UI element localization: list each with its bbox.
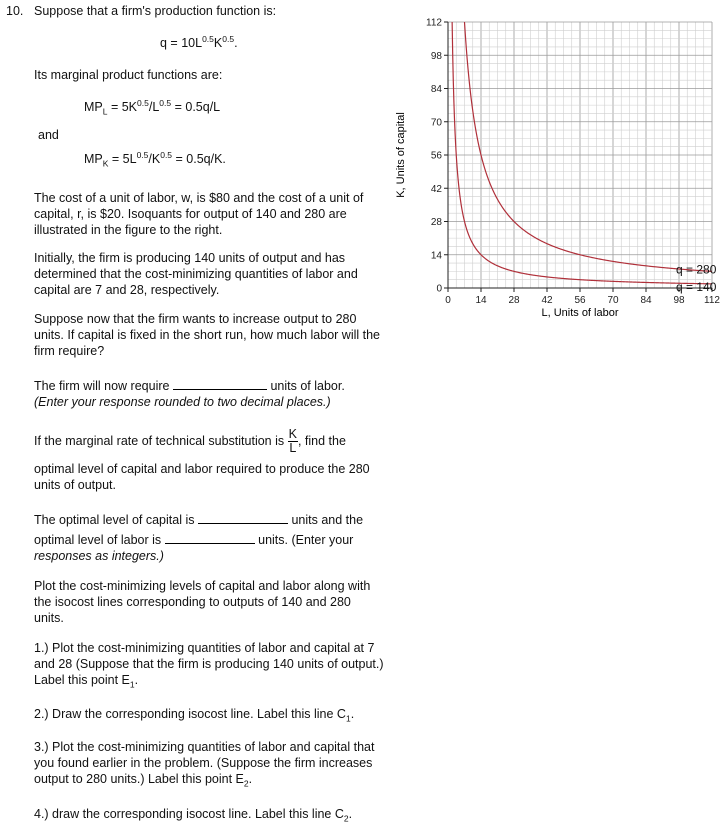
mpk-rhs: = 0.5q/K. <box>172 152 226 166</box>
mpk-mp: MP <box>84 152 103 166</box>
production-exp-l: 0.5 <box>202 33 214 44</box>
step-3-sub: 2 <box>243 778 249 789</box>
step-4-period: . <box>348 807 353 821</box>
step-3-text: 3.) Plot the cost-minimizing quantities of labor and capital that you found earlier in the problem. (Suppose the firm increases output to 280 units.) Label this point E <box>34 740 375 786</box>
require-post: units of labor. <box>270 379 345 393</box>
y-tick-label: 112 <box>426 17 442 29</box>
step-1-text: 1.) Plot the cost-minimizing quantities of labor and capital at 7 and 28 (Suppose that the firm is producing 140 units of output.) Label this point E <box>34 641 384 687</box>
mpl-exp1: 0.5 <box>137 97 149 108</box>
opt-labor-pre: optimal level of labor is <box>34 533 162 547</box>
y-tick-label: 42 <box>430 183 442 195</box>
y-tick-label: 28 <box>430 217 442 228</box>
question-intro: Suppose that a firm's production function is: <box>34 4 277 18</box>
x-tick-label: 98 <box>673 295 685 306</box>
y-tick-label: 14 <box>430 250 442 262</box>
step-1 <box>34 640 384 688</box>
marginal-intro: Its marginal product functions are: <box>34 68 223 82</box>
round-note: (Enter your response rounded to two decimal places.) <box>34 395 331 409</box>
x-axis-label: L, Units of labor <box>541 307 619 319</box>
mpl-rhs: = 0.5q/L <box>171 100 221 114</box>
x-tick-label: 42 <box>541 295 553 306</box>
mpk-exp2: 0.5 <box>160 149 173 160</box>
opt-capital-pre: The optimal level of capital is <box>34 513 195 527</box>
step-4 <box>34 806 384 822</box>
mpk-div: /K <box>148 152 161 166</box>
mrts-line <box>34 428 346 455</box>
mpl-exp2: 0.5 <box>159 97 172 108</box>
mrts-fraction <box>288 428 298 455</box>
legend-label-q140: q = 140 <box>676 279 717 294</box>
mpl-div: /L <box>148 100 160 114</box>
step-1-sub: 1 <box>129 679 135 690</box>
x-tick-label: 84 <box>640 295 652 306</box>
mpl-mp: MP <box>84 100 103 114</box>
mrts-paragraph: optimal level of capital and labor required to produce the 280 units of output. <box>34 462 370 492</box>
cost-paragraph: The cost of a unit of labor, w, is $80 and the cost of a unit of capital, r, is $20. Isoquants for output of 140 and 280 are illustrated in the figure to the right. <box>34 191 364 237</box>
isoquant-curve-q140 <box>452 22 712 284</box>
step-3-period: . <box>248 772 253 786</box>
step-4-sub: 2 <box>343 813 349 824</box>
production-exp-k: 0.5 <box>222 33 235 44</box>
chart-grid <box>448 22 712 288</box>
plot-paragraph: Plot the cost-minimizing levels of capital and labor along with the isocost lines corresponding to outputs of 140 and 280 units. <box>34 579 371 625</box>
step-3 <box>34 739 384 787</box>
suppose-paragraph: Suppose now that the firm wants to increase output to 280 units. If capital is fixed in the short run, how much labor will the firm require? <box>34 312 380 358</box>
optimal-labor-line <box>34 530 353 547</box>
mrts-numerator: K <box>288 427 297 441</box>
step-2-period: . <box>350 707 355 721</box>
y-tick-label: 84 <box>430 84 442 95</box>
x-tick-label: 14 <box>475 295 487 306</box>
y-axis-label: K, Units of capital <box>395 112 407 198</box>
y-tick-label: 70 <box>430 117 442 129</box>
production-q: q = 10L <box>160 36 203 50</box>
chart-legend <box>676 262 717 293</box>
production-k: K <box>213 36 223 50</box>
optimal-capital-line <box>34 510 363 527</box>
mpk-exp1: 0.5 <box>136 149 149 160</box>
x-tick-label: 112 <box>704 295 720 306</box>
y-tick-label: 98 <box>430 50 442 62</box>
x-tick-label: 70 <box>607 295 619 306</box>
mpk-eq: = 5L <box>108 152 137 166</box>
and-text: and <box>38 128 59 142</box>
y-tick-label: 0 <box>436 283 442 295</box>
x-tick-label: 56 <box>574 295 586 306</box>
require-line <box>34 376 345 393</box>
isoquant-chart[interactable] <box>388 0 723 330</box>
labor-optimal-input[interactable] <box>165 530 255 544</box>
mrts-pre: If the marginal rate of technical substitution is <box>34 433 285 448</box>
chart-curves <box>452 22 712 284</box>
x-tick-label: 0 <box>445 295 451 306</box>
mpl-eq: = 5K <box>107 100 138 114</box>
x-tick-label: 28 <box>508 295 520 306</box>
mrts-post: , find the <box>297 433 346 448</box>
mpk-sub: K <box>102 158 109 169</box>
production-end: . <box>234 36 238 50</box>
labor-answer-input[interactable] <box>173 376 267 390</box>
mpl-sub: L <box>102 106 108 117</box>
opt-capital-post: units and the <box>291 513 364 527</box>
production-function <box>160 33 238 50</box>
mpl-formula <box>84 97 221 117</box>
legend-label-q280: q = 280 <box>676 262 717 277</box>
step-2 <box>34 706 384 722</box>
step-1-period: . <box>134 673 139 687</box>
initial-paragraph: Initially, the firm is producing 140 units of output and has determined that the cost-minimizing quantities of labor and capital are 7 and 28, respectively. <box>34 251 358 297</box>
require-pre: The firm will now require <box>34 379 170 393</box>
optimal-note: responses as integers.) <box>34 549 164 563</box>
step-4-text: 4.) draw the corresponding isocost line. Label this line C <box>34 807 344 821</box>
mrts-denominator: L <box>289 441 297 455</box>
mpk-formula <box>84 149 226 169</box>
step-2-sub: 1 <box>345 713 351 724</box>
question-number: 10. <box>6 4 24 18</box>
opt-labor-post: units. (Enter your <box>258 533 354 547</box>
y-tick-label: 56 <box>430 150 442 162</box>
capital-answer-input[interactable] <box>198 510 288 524</box>
step-2-text: 2.) Draw the corresponding isocost line. Label this line C <box>34 707 346 721</box>
